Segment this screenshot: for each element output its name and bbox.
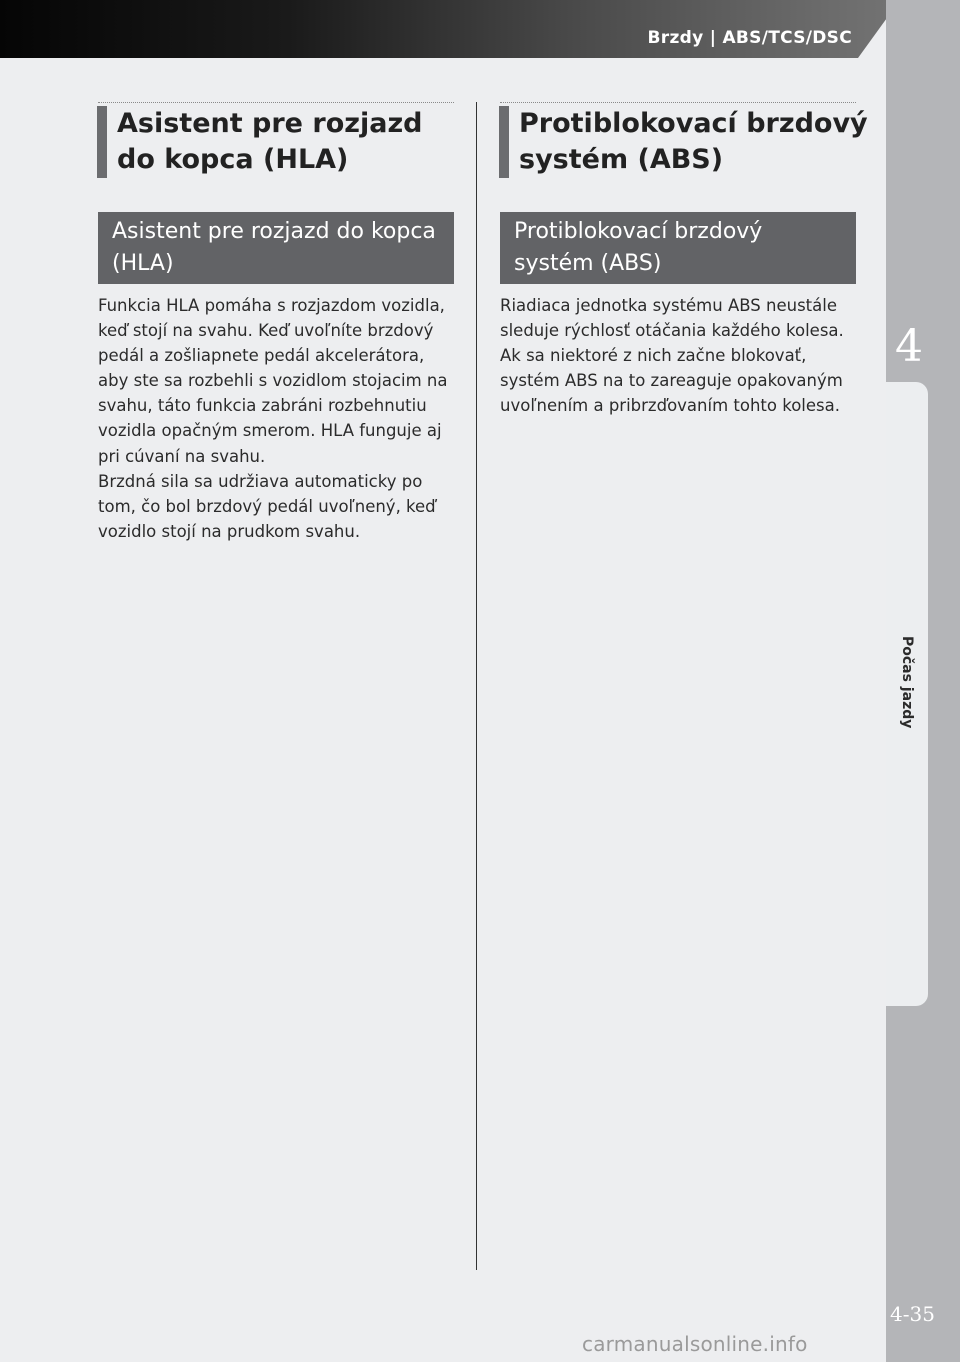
section-header-title: Brzdy | ABS/TCS/DSC bbox=[647, 28, 852, 48]
watermark: carmanualsonline.info bbox=[582, 1332, 808, 1356]
left-subsection-title: Asistent pre rozjazd do kopca (HLA) bbox=[98, 212, 454, 284]
column-divider bbox=[476, 102, 477, 1270]
left-body bbox=[98, 293, 458, 544]
page-number: 4-35 bbox=[890, 1302, 935, 1326]
chapter-label: Počas jazdy bbox=[899, 636, 915, 729]
right-top-rule bbox=[500, 102, 856, 103]
right-body bbox=[500, 293, 860, 418]
left-paragraph-1: Funkcia HLA pomáha s rozjazdom vozidla, keď stojí na svahu. Keď uvoľníte brzdový pedál a zošliapnete pedál akcelerátora, aby ste sa rozbehli s vozidlom stojacim na svahu, táto funkcia zabráni rozbehnutiu vozidla opačným smerom. HLA funguje aj pri cúvaní na svahu. bbox=[98, 296, 448, 466]
left-paragraph-2: Brzdná sila sa udržiava automaticky po tom, čo bol brzdový pedál uvoľnený, keď vozidlo stojí na prudkom svahu. bbox=[98, 471, 436, 541]
right-paragraph-1: Riadiaca jednotka systému ABS neustále sleduje rýchlosť otáčania každého kolesa. Ak sa niektoré z nich začne blokovať, systém ABS na to zareaguje opakovaným uvoľnením a pribrzďovaním tohto kolesa. bbox=[500, 296, 844, 416]
right-section-title: Protiblokovací brzdový systém (ABS) bbox=[499, 106, 869, 178]
left-section-title: Asistent pre rozjazd do kopca (HLA) bbox=[97, 106, 467, 178]
left-top-rule bbox=[98, 102, 454, 103]
right-subsection-title: Protiblokovací brzdový systém (ABS) bbox=[500, 212, 856, 284]
chapter-number: 4 bbox=[895, 321, 923, 372]
